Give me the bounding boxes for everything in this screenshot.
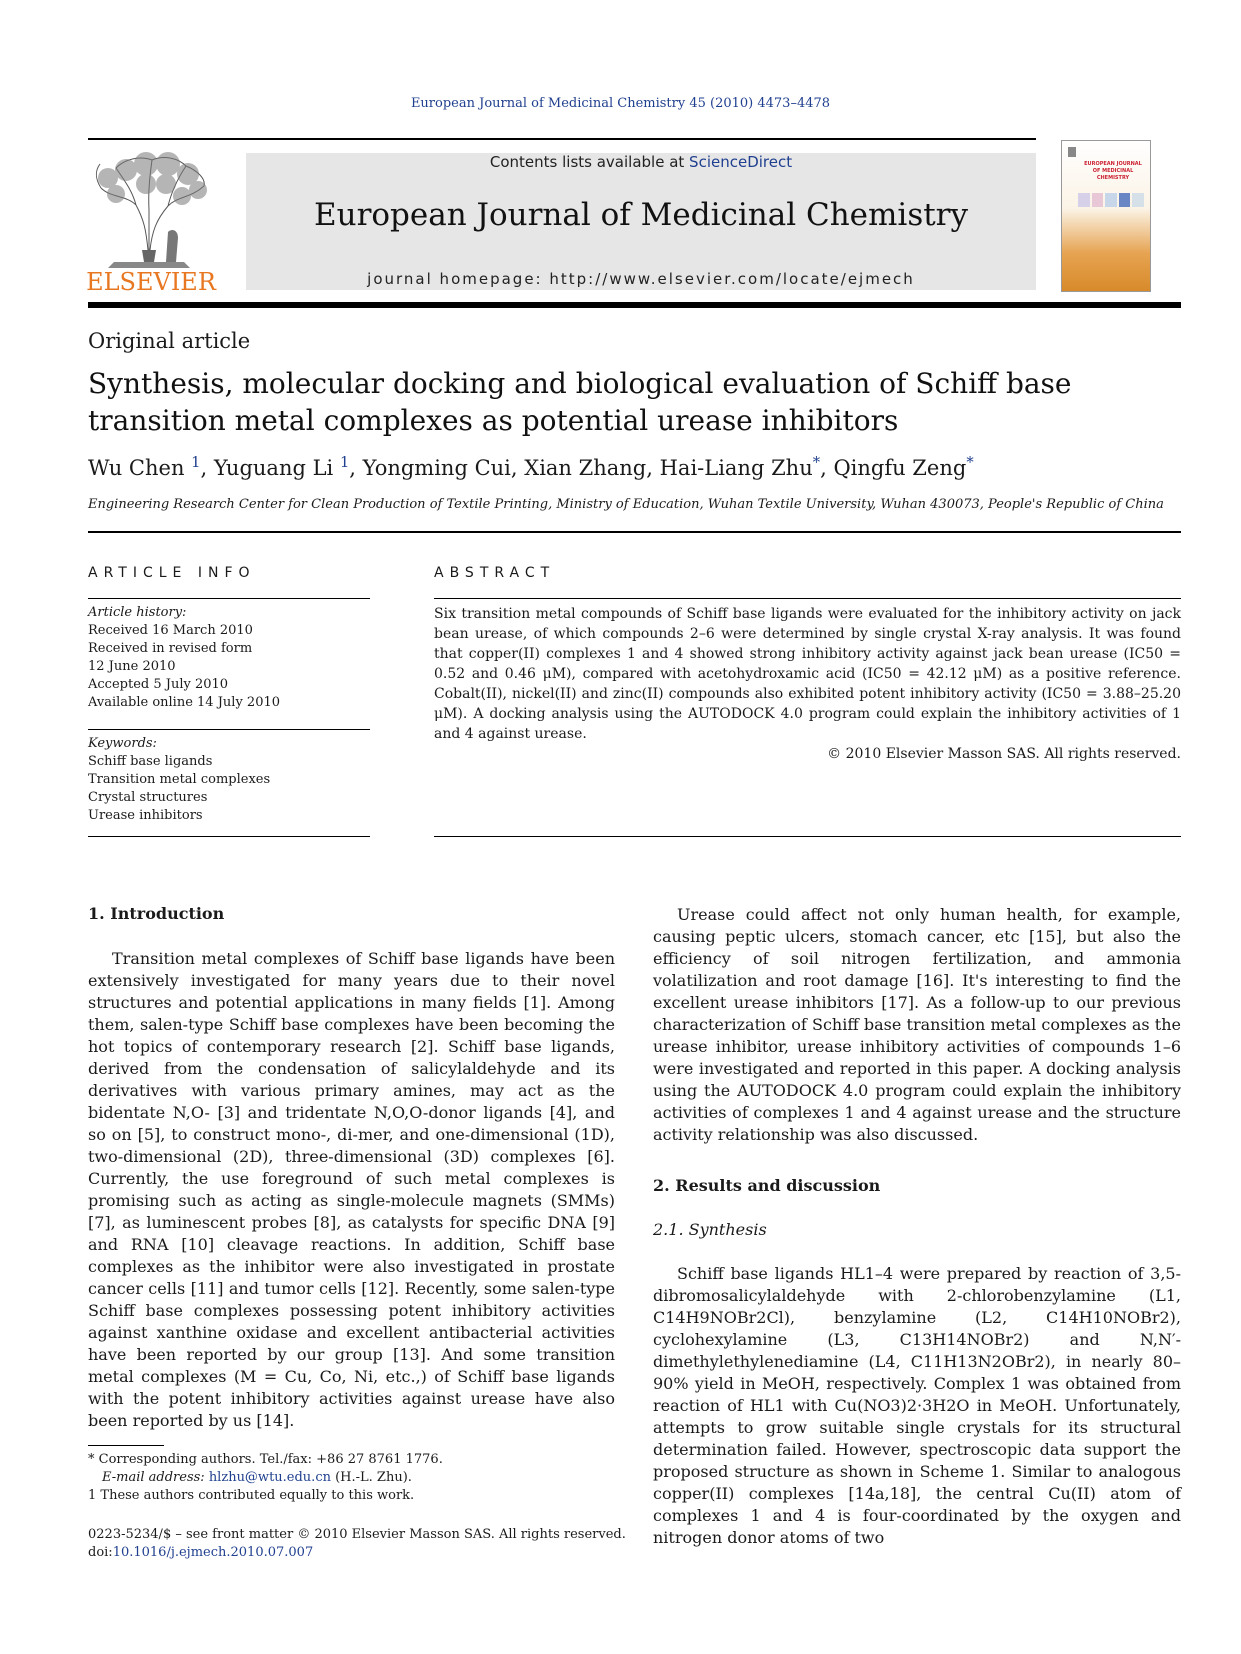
elsevier-logo[interactable] [86,150,216,296]
email-suffix: (H.-L. Zhu). [330,1470,412,1485]
history-item: Available online 14 July 2010 [88,695,281,710]
front-matter-info [88,1526,626,1562]
author-name: Wu Chen [88,456,185,480]
cover-logo-mark [1068,147,1076,157]
author-list: Wu Chen $^1$, Yuguang Li $^1$, Yongming Cui, Xian Zhang, Hai-Liang Zhu*, Qingfu Zeng* [88,454,974,480]
author-footnote-mark[interactable]: * [966,454,974,471]
title-line-1: Synthesis, molecular docking and biological evaluation of Schiff base [88,367,1072,400]
footnote-corresponding: * Corresponding authors. Tel./fax: +86 27 8761 1776. [88,1452,443,1467]
info-rule [88,729,370,730]
elsevier-wordmark: ELSEVIER [86,268,216,296]
history-item: 12 June 2010 [88,659,176,674]
section-heading-results: 2. Results and discussion [653,1176,881,1195]
footnote-rule [88,1445,164,1446]
history-item: Received in revised form [88,641,253,656]
history-item: Accepted 5 July 2010 [88,677,229,692]
author-name: Yuguang Li [213,456,334,480]
keyword-item: Transition metal complexes [88,772,271,787]
keyword-item: Crystal structures [88,790,208,805]
footnote-equal-contribution: 1 These authors contributed equally to this work. [88,1488,415,1503]
journal-homepage[interactable]: journal homepage: http://www.elsevier.com/locate/ejmech [367,270,915,288]
abstract-rule [434,598,1181,599]
journal-name: European Journal of Medicinal Chemistry [313,197,969,233]
keyword-item: Urease inhibitors [88,808,203,823]
header-thick-rule [88,302,1181,308]
cover-title: EUROPEAN JOURNAL OF MEDICINAL CHEMISTRY [1084,161,1142,181]
abstract-copyright: © 2010 Elsevier Masson SAS. All rights reserved. [827,746,1181,762]
introduction-paragraph [88,948,615,1432]
subsection-heading-synthesis: 2.1. Synthesis [653,1220,767,1239]
author-name: Xian Zhang [524,456,647,480]
urease-text: Urease could affect not only human health, for example, causing peptic ulcers, stomach cancer, etc [15], but also the efficiency of soil nitrogen fertilization, and ammonia volatilization and root damage [16]. It's interesting to find the excellent urease inhibitors [17]. As a follow-up to our previous characterization of Schiff base transition metal complexes as the urease inhibitor, urease inhibitory activities of compounds 1–6 were investigated and reported in this paper. A docking analysis using the AUTODOCK 4.0 program could explain the inhibitory activities of complexes 1 and 4 against urease and the structure activity relationship was also discussed. [653,905,1181,1144]
author-name: Hai-Liang Zhu [659,456,813,480]
email-label: E-mail address: [102,1470,209,1485]
introduction-text: Transition metal complexes of Schiff base ligands have been extensively investigated for many years due to their novel structures and potential applications in many fields [1]. Among them, salen-type Schiff base complexes have been becoming the hot topics of contemporary research [2]. Schiff base ligands, derived from the condensation of salicylaldehyde and its derivatives with various primary amines, may act as the bidentate N,O- [3] and tridentate N,O,O-donor ligands [4], and so on [5], to construct mono-, di-mer, and one-dimensional (1D), two-dimensional (2D), three-dimensional (3D) complexes [6]. Currently, the use foreground of such metal complexes is promising such as acting as single-molecule magnets (SMMs) [7], as luminescent probes [8], as catalysts for specific DNA [9] and RNA [10] cleavage reactions. In addition, Schiff base complexes as the inhibitor were also investigated in prostate cancer cells [11] and tumor cells [12]. Recently, some salen-type Schiff base complexes possessing potent inhibitory activities against xanthine oxidase and excellent antibacterial activities have been reported by our group [13]. And some transition metal complexes (M = Cu, Co, Ni, etc.,) of Schiff base ligands with the potent inhibitory activities against urease have also been reported by us [14]. [88,949,615,1430]
keywords-label: Keywords: [88,736,157,751]
contents-line [246,153,1036,171]
author-footnote-mark[interactable]: 1 [339,454,350,471]
journal-citation[interactable]: European Journal of Medicinal Chemistry 45 (2010) 4473–4478 [410,96,831,111]
sciencedirect-link[interactable]: ScienceDirect [689,153,793,171]
article-history [88,604,280,712]
title-separator [88,531,1181,533]
contents-prefix: Contents lists available at [489,153,690,171]
keywords [88,735,270,825]
history-item: Received 16 March 2010 [88,623,253,638]
abstract-rule [434,836,1181,837]
synthesis-paragraph [653,1263,1181,1549]
footnote-email [88,1469,443,1487]
author-name: Yongming Cui [362,456,511,480]
author-name: Qingfu Zeng [833,456,967,480]
cover-swatches [1078,193,1144,207]
abstract-text: Six transition metal compounds of Schiff base ligands were evaluated for the inhibitory activity on jack bean urease, of which compounds 2–6 were determined by single crystal X-ray analysis. It was found that copper(II) complexes 1 and 4 showed strong inhibitory activity against jack bean urease (IC50 = 0.52 and 0.46 μM), compared with acetohydroxamic acid (IC50 = 42.12 μM) as a positive reference. Cobalt(II), nickel(II) and zinc(II) compounds also exhibited potent inhibitory activity (IC50 = 3.88–25.20 μM). A docking analysis using the AUTODOCK 4.0 program could explain the inhibitory activities of 1 and 4 against urease. [434,606,1181,742]
article-info-heading: ARTICLE INFO [88,565,256,581]
author-footnote-mark[interactable]: 1 [191,454,201,471]
header-rule [88,138,1036,140]
abstract-heading: ABSTRACT [434,565,556,581]
synthesis-text: Schiff base ligands HL1–4 were prepared by reaction of 3,5-dibromosalicylaldehyde with 2-chlorobenzylamine (L1, C14H9NOBr2Cl), benzylamine (L2, C14H10NOBr2), cyclohexylamine (L3, C13H14NOBr2) and N,N′-dimethylethylenediamine (L4, C11H13N2OBr2), in nearly 80–90% yield in MeOH, respectively. Complex 1 was obtained from reaction of HL1 with Cu(NO3)2·3H2O in MeOH. Unfortunately, attempts to grow suitable single crystals for its structural determination failed. However, spectroscopic data support the proposed structure as shown in Scheme 1. Similar to analogous copper(II) complexes [14a,18], the central Cu(II) atom of complexes 1 and 4 is four-coordinated by the oxygen and nitrogen donor atoms of two [653,1264,1181,1547]
history-label: Article history: [88,605,187,620]
info-rule [88,836,370,837]
journal-cover-thumbnail[interactable] [1061,140,1151,292]
affiliation: Engineering Research Center for Clean Production of Textile Printing, Ministry of Education, Wuhan Textile University, Wuhan 430073, People's Republic of China [88,497,1164,512]
footnotes [88,1451,443,1505]
doi-prefix: doi: [88,1545,113,1560]
info-rule [88,598,370,599]
keyword-item: Schiff base ligands [88,754,213,769]
doi-line [88,1544,626,1562]
urease-paragraph [653,904,1181,1146]
issn-line: 0223-5234/$ – see front matter © 2010 Elsevier Masson SAS. All rights reserved. [88,1527,626,1542]
title-line-2: transition metal complexes as potential urease inhibitors [88,404,899,437]
journal-banner [246,153,1036,290]
article-type: Original article [88,329,251,353]
section-heading-introduction: 1. Introduction [88,904,225,923]
email-link[interactable]: hlzhu@wtu.edu.cn [208,1470,331,1485]
author-footnote-mark[interactable]: * [812,454,821,471]
doi-link[interactable]: 10.1016/j.ejmech.2010.07.007 [112,1545,314,1560]
article-title [88,365,1181,439]
